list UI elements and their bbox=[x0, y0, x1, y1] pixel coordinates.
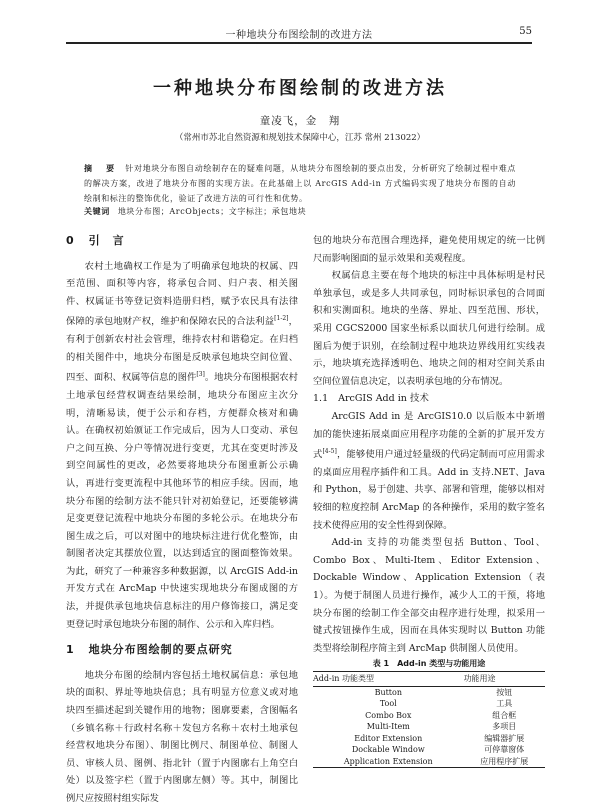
citation: [3] bbox=[196, 371, 205, 379]
cell-type: Dockable Window bbox=[351, 745, 425, 755]
text-run: ，能够使用户通过轻量级的代码定制而可应用需求的桌面应用程序插件和工具。Add in 支持.NET、Java 和 Python，易于创建、共享、部署和管理，能够以相对较细的粒度控制 ArcMap 的各种操作，采用的数字签名技术使得应用的安全性得到保障。 bbox=[313, 449, 545, 531]
subsection-number: 1.1 bbox=[313, 393, 329, 405]
table-header-row bbox=[313, 672, 545, 687]
addin-types-table bbox=[313, 671, 545, 768]
paper-title: 一种地块分布图绘制的改进方法 bbox=[153, 78, 447, 99]
cell-purpose: 工具 bbox=[496, 699, 513, 709]
cell-type: Multi-Item bbox=[366, 722, 410, 732]
intro-paragraph bbox=[66, 258, 298, 634]
section-number: 0 bbox=[66, 234, 75, 247]
subsection-title: ArcGIS Add in 技术 bbox=[338, 393, 429, 405]
section-title: 地块分布图绘制的要点研究 bbox=[88, 643, 233, 657]
table-row bbox=[313, 686, 545, 698]
text-run: 。地块分布图根据农村土地承包经营权调查结果绘制，地块分布图应主次分明，清晰易读，便于公示和存档，方便群众核对和确认。在确权初始颁证工作完成后，因为人口变动、承包户之间互换、分户等情况进行变更，尤其在变更时涉及到空间属性的更改，必然要将地块分布图重新公示确认，再进行变更流程中其他环节的相应手续。因而，地块分布图的绘制方法不能只针对初始登记，还要能够满足变更登记流程中地块分布图的多轮公示。在地块分布图生成之后，可以对图中的地块标注进行优化整饰，由制图者决定其摆放位置，以达到适宜的图面整饰效果。为此，研究了一种兼容多种数据源，以 ArcGIS Add-in 开发方式在 ArcMap 中快速实现地块分布图成图的方法，并提供承包地块信息标注的用户修饰接口，满足变更登记时承包地块分布图的制作、公示和入库归档。 bbox=[66, 372, 298, 630]
text-run: ，有利于创新农村社会管理，维持农村和谐稳定。在归档的相关图件中，地块分布图是反映承包地块空间位置、四至、面积、权属等信息的图件 bbox=[66, 316, 298, 384]
header-rule bbox=[66, 42, 532, 44]
cell-purpose: 组合框 bbox=[492, 710, 517, 720]
column-header-purpose: 功能用途 bbox=[464, 672, 545, 687]
running-head-title: 一种地块分布图绘制的改进方法 bbox=[225, 30, 373, 41]
abstract-label: 摘 要 bbox=[84, 164, 118, 173]
cell-purpose: 应用程序扩展 bbox=[464, 756, 545, 768]
running-head bbox=[66, 22, 532, 42]
subsection-heading-addin bbox=[313, 390, 545, 408]
addin-types-paragraph: Add-in 支持的功能类型包括 Button、Tool、Combo Box、Multi-Item、Editor Extension、Dockable Window、Application Extension（表 1）。为便于制图人员进行操作，减少人工的干预，将地块分布图的绘制工作全部交由程序进行处理，拟采用一键式按钮操作生成，因而在具体实现时以 Button 功能类型将绘制程序简主到 ArcMap 供制图人员使用。 bbox=[313, 537, 545, 654]
cell-purpose: 按钮 bbox=[496, 687, 513, 697]
addin-paragraph bbox=[313, 408, 545, 534]
table-row bbox=[313, 756, 545, 768]
cell-type: Editor Extension bbox=[354, 733, 423, 743]
table-row bbox=[313, 733, 545, 745]
left-column bbox=[66, 232, 298, 808]
keywords-text: 地块分布图；ArcObjects；文字标注；承包地块 bbox=[117, 207, 307, 216]
abstract bbox=[84, 161, 516, 206]
cell-type: Tool bbox=[379, 699, 397, 709]
table-row bbox=[313, 698, 545, 710]
table-row bbox=[313, 744, 545, 756]
key-points-paragraph: 地块分布图的绘制内容包括土地权属信息：承包地块的面积、界址等地块信息；具有明显方位意义或对地块四至描述起到关键作用的地物；图廓要素，含图幅名（乡镇名称＋行政村名称＋发包方名称＋农村土地承包经营权地块分布图）、制图比例尺、制图单位、制图人员、审核人员、图例、指北针（置于内图廓右上角空白处）以及签字栏（置于内图廓左侧）等。其中，制图比例尺应按照村组实际发 bbox=[66, 669, 298, 804]
keywords-label: 关键词 bbox=[84, 207, 110, 216]
right-column bbox=[313, 232, 545, 768]
section-number: 1 bbox=[66, 643, 75, 657]
citation: [1-2] bbox=[274, 315, 289, 323]
cell-type: Application Extension bbox=[313, 756, 464, 768]
continued-paragraph: 包的地块分布范围合理选择，避免使用规定的统一比例尺而影响图面的显示效果和美观程度。 bbox=[313, 235, 545, 264]
cell-purpose: 多项目 bbox=[492, 722, 517, 732]
column-header-type: Add-in 功能类型 bbox=[313, 672, 464, 687]
affiliation: （常州市苏北自然资源和规划技术保障中心，江苏 常州 213022） bbox=[174, 133, 426, 143]
section-heading-key-points bbox=[66, 641, 298, 659]
abstract-text: 针对地块分布图自动绘制存在的疑难问题，从地块分布图绘制的要点出发，分析研究了绘制过程中难点的解决方案，改进了地块分布图的实现方法。在此基础上以 ArcGIS Add-in 方式编码实现了地块分布图的自动绘制和标注的整饰优化，验证了改进方法的可行性和优势。 bbox=[84, 164, 517, 203]
authors: 童凌飞，金 翔 bbox=[259, 115, 341, 127]
ownership-paragraph: 权属信息主要在每个地块的标注中具体标明是村民单独承包，或是多人共同承包，同时标识承包的合同面积和实测面积。地块的坐落、界址、四至范围、形状，采用 CGCS2000 国家坐标系以面状几何进行绘制。成图后为便于识别，在绘制过程中地块边界线用红实线表示，地块填充选择透明色、地块之间的相对空间关系由空间位置信息决定，以表明承包地的分布情况。 bbox=[313, 270, 545, 387]
table-caption: 表 1 Add-in 类型与功能用途 bbox=[372, 659, 486, 669]
cell-type: Combo Box bbox=[365, 710, 412, 720]
section-title: 引 言 bbox=[88, 234, 125, 247]
cell-purpose: 可停靠窗体 bbox=[484, 745, 525, 755]
table-row bbox=[313, 710, 545, 722]
citation: [4-5] bbox=[322, 448, 337, 456]
text-run: 农村土地确权工作是为了明确承包地块的权属、四至范围、面积等内容，将承包合同、归户表、相关图件、权属证书等登记资料造册归档，赋予农民具有法律保障的承包地财产权，维护和保障农民的合法利益 bbox=[66, 260, 298, 328]
cell-type: Button bbox=[374, 687, 402, 697]
page-number: 55 bbox=[519, 26, 532, 37]
keywords bbox=[84, 206, 516, 217]
section-heading-introduction bbox=[66, 232, 298, 250]
cell-purpose: 编辑器扩展 bbox=[484, 733, 525, 743]
table-row bbox=[313, 721, 545, 733]
text-run: ArcGIS Add in 是 ArcGIS10.0 以后版本中新增加的能快速拓展桌面应用程序功能的全新的扩展开发方式 bbox=[313, 410, 545, 461]
